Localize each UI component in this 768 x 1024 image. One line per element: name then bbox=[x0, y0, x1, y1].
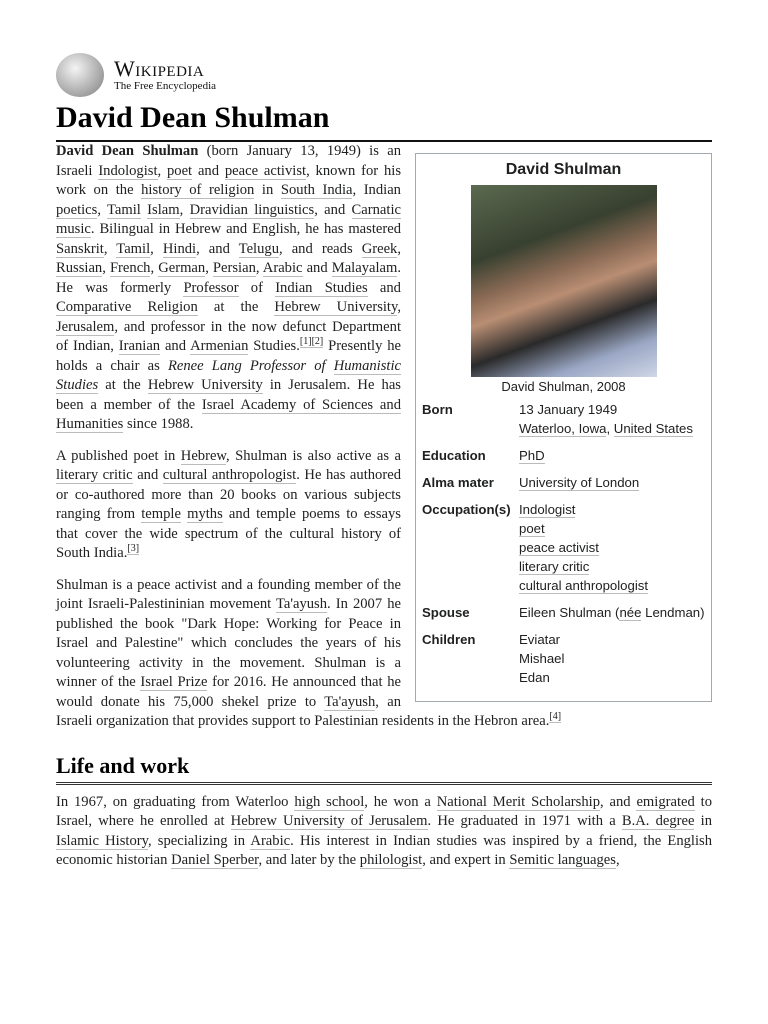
text: Lendman) bbox=[641, 605, 705, 620]
wiki-link[interactable]: Ta'ayush bbox=[324, 693, 376, 710]
wiki-link[interactable]: Ta'ayush bbox=[275, 596, 328, 612]
text: , and reads bbox=[279, 240, 362, 257]
text: and temple poems to essays that cover the wide spectrum of the cultural history of South India. bbox=[56, 506, 401, 561]
text: , and professor in the now defunct Department of Indian, bbox=[56, 318, 401, 354]
text: . He graduated in 1971 with a bbox=[427, 813, 622, 829]
infobox-row bbox=[422, 446, 705, 465]
wiki-link[interactable]: history of religion bbox=[141, 182, 255, 198]
text: A published poet in bbox=[56, 447, 181, 464]
text: and bbox=[367, 279, 401, 296]
wiki-link[interactable]: peace activist bbox=[519, 540, 599, 555]
wiki-link[interactable]: poetics bbox=[56, 201, 98, 218]
wiki-link[interactable]: Daniel Sperber bbox=[171, 852, 259, 868]
text: at the bbox=[98, 377, 148, 393]
text: and bbox=[132, 467, 163, 483]
text: , Shulman is also active as a bbox=[226, 447, 401, 464]
wiki-link[interactable]: Jerusalem bbox=[56, 318, 115, 335]
value-line bbox=[519, 630, 705, 649]
tagline: The Free Encyclopedia bbox=[114, 79, 217, 92]
wiki-link[interactable]: Hindi bbox=[162, 240, 197, 257]
wiki-link[interactable]: cultural anthropologist bbox=[519, 578, 649, 593]
wiki-link[interactable]: Tamil bbox=[107, 201, 141, 218]
value-line bbox=[519, 473, 705, 492]
text: Edan bbox=[519, 670, 550, 685]
citation-link[interactable]: [1] bbox=[299, 336, 312, 348]
infobox-label: Children bbox=[422, 632, 476, 647]
wiki-link[interactable]: PhD bbox=[519, 448, 545, 463]
wiki-link[interactable]: Professor bbox=[183, 279, 239, 296]
wiki-link[interactable]: Hebrew University bbox=[147, 377, 263, 393]
wiki-link[interactable]: literary critic bbox=[519, 559, 590, 574]
infobox-value bbox=[519, 446, 705, 465]
wiki-link[interactable]: Iranian bbox=[118, 338, 161, 354]
text: , he won a bbox=[364, 793, 437, 810]
wiki-link[interactable]: née bbox=[619, 605, 642, 620]
text: , and bbox=[196, 240, 239, 257]
citation-link[interactable]: [4] bbox=[549, 711, 562, 723]
text: , an Israeli organization that provides support to Palestinian residents in the Hebron area. bbox=[56, 693, 550, 729]
wiki-link[interactable]: Telugu bbox=[238, 240, 279, 257]
value-line bbox=[519, 446, 705, 465]
value-line bbox=[519, 419, 705, 438]
wiki-link[interactable]: Dravidian linguistics bbox=[189, 201, 315, 218]
text: , bbox=[255, 260, 263, 276]
wiki-link[interactable]: Russian bbox=[56, 260, 103, 276]
infobox-label: Born bbox=[422, 402, 453, 417]
value-line bbox=[519, 500, 705, 519]
wiki-link[interactable]: Hebrew University bbox=[274, 299, 398, 315]
globe-icon bbox=[56, 53, 104, 97]
value-line bbox=[519, 400, 705, 419]
value-line bbox=[519, 649, 705, 668]
wiki-link[interactable]: Humanistic Studies bbox=[56, 357, 401, 393]
value-line bbox=[519, 557, 705, 576]
paragraph bbox=[56, 793, 712, 871]
text: for 2016. He announced that he would donate his 75,000 shekel prize to bbox=[56, 674, 401, 710]
infobox-label: Occupation(s) bbox=[422, 502, 511, 517]
citation-link[interactable]: [2] bbox=[311, 336, 324, 348]
wiki-link[interactable]: Malayalam bbox=[331, 260, 398, 276]
section-heading: Life and work bbox=[56, 752, 712, 785]
wiki-link[interactable]: United States bbox=[613, 421, 693, 436]
wiki-link[interactable]: South India bbox=[280, 182, 353, 198]
wiki-link[interactable]: poet bbox=[166, 162, 193, 179]
text: Mishael bbox=[519, 651, 565, 666]
page-title: David Dean Shulman bbox=[56, 100, 712, 142]
wiki-link[interactable]: Waterloo, Iowa bbox=[519, 421, 607, 436]
infobox-value bbox=[519, 500, 705, 595]
text: . In 2007 he published the book "Dark Hope: Working for Peace in Israel and Palestine" which concludes the years of his volunteering activity in the movement. Shulman is a winner of the bbox=[56, 596, 401, 690]
wiki-link[interactable]: German bbox=[158, 260, 206, 276]
text: , bbox=[205, 260, 213, 276]
wiki-link[interactable]: Sanskrit bbox=[56, 240, 104, 257]
value-line bbox=[519, 538, 705, 557]
text: , bbox=[150, 260, 159, 276]
wiki-link[interactable]: University of London bbox=[519, 475, 640, 490]
text: Studies. bbox=[248, 338, 300, 354]
wiki-link[interactable]: Hebrew bbox=[180, 447, 227, 464]
text: , and bbox=[600, 793, 637, 810]
text: , bbox=[606, 421, 614, 436]
wiki-link[interactable]: emigrated bbox=[636, 793, 695, 810]
text: , bbox=[179, 201, 190, 218]
wiki-link[interactable]: temple bbox=[141, 506, 181, 522]
text: at the bbox=[197, 299, 275, 315]
wiki-link[interactable]: Indologist bbox=[98, 162, 158, 179]
text: , and expert in bbox=[422, 852, 510, 868]
wiki-link[interactable]: Arabic bbox=[250, 832, 291, 849]
text: , bbox=[103, 240, 117, 257]
wiki-link[interactable]: Israel Academy of Sciences and Humanities bbox=[56, 396, 401, 432]
text: in Jerusalem. He has been a member of the bbox=[56, 377, 401, 413]
infobox-value bbox=[519, 473, 705, 492]
wiki-link[interactable]: Indologist bbox=[519, 502, 576, 517]
portrait-image[interactable] bbox=[471, 185, 657, 377]
text: . Bilingual in Hebrew and English, he has mastered bbox=[90, 221, 401, 237]
text: and bbox=[302, 260, 332, 276]
wiki-link[interactable]: peace activist bbox=[224, 162, 307, 179]
text: David Dean Shulman bbox=[56, 143, 199, 159]
wiki-link[interactable]: French bbox=[109, 260, 151, 276]
wiki-link[interactable]: Persian bbox=[212, 260, 256, 276]
infobox-value bbox=[519, 630, 705, 687]
text: of bbox=[238, 279, 276, 296]
wiki-link[interactable]: literary critic bbox=[56, 467, 133, 483]
infobox-row bbox=[422, 630, 705, 687]
infobox-value bbox=[519, 400, 705, 438]
wiki-link[interactable]: poet bbox=[519, 521, 545, 536]
wiki-link[interactable]: Hebrew University of Jerusalem bbox=[230, 813, 428, 829]
infobox-row bbox=[422, 603, 705, 622]
infobox-row bbox=[422, 500, 705, 595]
text: 13 January 1949 bbox=[519, 402, 618, 417]
text: , bbox=[615, 852, 620, 868]
infobox-row bbox=[422, 400, 705, 438]
value-line bbox=[519, 519, 705, 538]
text: . He has authored or co-authored more than 20 books on various subjects ranging from bbox=[56, 467, 401, 522]
wikipedia-logo[interactable] bbox=[56, 52, 712, 98]
text: since 1988. bbox=[123, 416, 194, 432]
wiki-link[interactable]: philologist bbox=[359, 852, 423, 868]
text: , bbox=[397, 299, 401, 315]
value-line bbox=[519, 603, 705, 622]
wiki-link[interactable]: Indian Studies bbox=[275, 279, 368, 296]
text: In 1967, on graduating from Waterloo bbox=[56, 793, 295, 810]
wiki-link[interactable]: Arabic bbox=[262, 260, 303, 276]
wordmark: Wikipedia bbox=[114, 55, 205, 81]
wiki-link[interactable]: Israel Prize bbox=[140, 674, 208, 690]
text: , bbox=[97, 201, 108, 218]
wiki-link[interactable]: Islamic History bbox=[56, 832, 148, 849]
wiki-link[interactable]: National Merit Scholarship bbox=[436, 793, 600, 810]
infobox-title: David Shulman bbox=[505, 161, 622, 178]
wiki-link[interactable]: Tamil bbox=[116, 240, 151, 257]
text: , and later by the bbox=[258, 852, 360, 868]
infobox-label: Alma mater bbox=[422, 475, 494, 490]
text: , bbox=[150, 240, 163, 257]
wiki-link[interactable]: B.A. degree bbox=[621, 813, 695, 829]
text: , and bbox=[314, 201, 352, 218]
infobox-row bbox=[422, 473, 705, 492]
text: , Indian bbox=[352, 182, 401, 198]
wiki-link[interactable]: high school bbox=[294, 793, 365, 810]
wiki-link[interactable]: Greek bbox=[361, 240, 398, 257]
text: , bbox=[102, 260, 110, 276]
text: , bbox=[157, 162, 167, 179]
image-caption: David Shulman, 2008 bbox=[501, 379, 626, 394]
wiki-link[interactable]: Semitic languages bbox=[509, 852, 616, 868]
wiki-link[interactable]: Armenian bbox=[190, 338, 249, 354]
text: to Israel, where he enrolled at bbox=[56, 793, 712, 829]
text: Eviatar bbox=[519, 632, 561, 647]
value-line bbox=[519, 576, 705, 595]
wiki-link[interactable]: Islam bbox=[147, 201, 180, 218]
text: and bbox=[192, 162, 225, 179]
text: and bbox=[160, 338, 191, 354]
infobox bbox=[415, 153, 712, 702]
text: Presently he holds a chair as bbox=[56, 338, 402, 374]
value-line bbox=[519, 668, 705, 687]
text: , bbox=[397, 240, 401, 257]
text: (born January 13, 1949) is an Israeli bbox=[56, 143, 401, 179]
text: , known for his work on the bbox=[56, 162, 402, 198]
text: Eileen Shulman ( bbox=[519, 605, 620, 620]
wiki-link[interactable]: Comparative Religion bbox=[56, 299, 198, 315]
citation-link[interactable]: [3] bbox=[127, 543, 140, 555]
article bbox=[56, 52, 712, 883]
infobox-label: Education bbox=[422, 448, 486, 463]
wiki-link[interactable]: Carnatic music bbox=[56, 201, 401, 237]
text: , specializing in bbox=[147, 832, 251, 849]
wiki-link[interactable]: myths bbox=[187, 506, 223, 522]
infobox-label: Spouse bbox=[422, 605, 470, 620]
infobox-value bbox=[519, 603, 705, 622]
text: in bbox=[254, 182, 281, 198]
text: . He was formerly bbox=[56, 260, 402, 296]
wiki-link[interactable]: cultural anthropologist bbox=[162, 467, 297, 483]
text: Renee Lang Professor of bbox=[167, 357, 334, 374]
text: in bbox=[694, 813, 712, 829]
text: . His interest in Indian studies was inspired by a friend, the English economic historian bbox=[56, 832, 713, 868]
text: Shulman is a peace activist and a founding member of the joint Israeli-Palestininian movement bbox=[56, 576, 401, 612]
section-body bbox=[56, 793, 712, 871]
